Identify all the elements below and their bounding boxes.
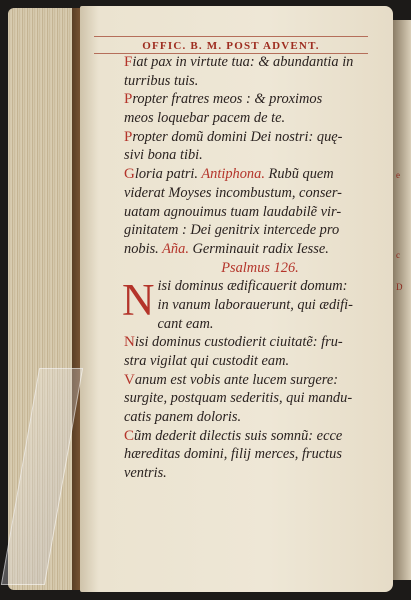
rubric: Aña. — [162, 240, 189, 257]
rubric: Antiphona. — [201, 166, 265, 183]
text-line: Cũm dederit dilectis suis somnũ: ecce — [124, 427, 343, 444]
running-header: OFFIC. B. M. POST ADVENT. — [142, 40, 320, 52]
margin-fragment: D — [396, 282, 403, 292]
text-line: Gloria patri. Antiphona. Rubũ quem — [124, 166, 334, 183]
text-line: stra vigilat qui custodit eam. — [124, 353, 290, 369]
text-line: ventris. — [124, 465, 167, 482]
text-line: surgite, postquam sederitis, qui mandu- — [124, 390, 353, 407]
drop-cap: N — [122, 275, 155, 326]
psalm-heading: Psalmus 126. — [221, 259, 299, 276]
text-line: Vanum est vobis ante lucem surgere: — [124, 371, 338, 388]
text-line: meos loquebar pacem de te. — [124, 110, 286, 127]
text-line: sivi bona tibi. — [124, 147, 203, 164]
text-line: Fiat pax in virtute tua: & abundantia in — [124, 54, 354, 70]
text-line: turribus tuis. — [124, 72, 199, 89]
text-line: nobis. Aña. Germinauit radix Iesse. — [124, 240, 329, 257]
psalm-opening: N isi dominus ædificauerit domum: in vanum laborauerunt, qui ædifi- cant eam. — [122, 275, 353, 332]
text-line: viderat Moyses incombustum, conser- — [124, 184, 342, 201]
text-line: ginitatem : Dei genitrix intercede pro — [124, 222, 340, 239]
header-rule-top — [94, 36, 368, 37]
text-line: hæreditas domini, filij merces, fructus — [124, 446, 342, 463]
margin-fragment: c — [396, 250, 400, 260]
text-line: catis panem doloris. — [124, 409, 242, 426]
main-text — [124, 53, 396, 483]
text-line: Nisi dominus custodierit ciuitatẽ: fru- — [124, 334, 343, 351]
text-line: Propter domũ domini Dei nostri: quę- — [124, 128, 343, 145]
text-line: Propter fratres meos : & proximos — [124, 91, 323, 108]
text-line: uatam agnouimus tuam laudabilẽ vir- — [124, 203, 342, 220]
margin-fragment: e — [396, 170, 400, 180]
